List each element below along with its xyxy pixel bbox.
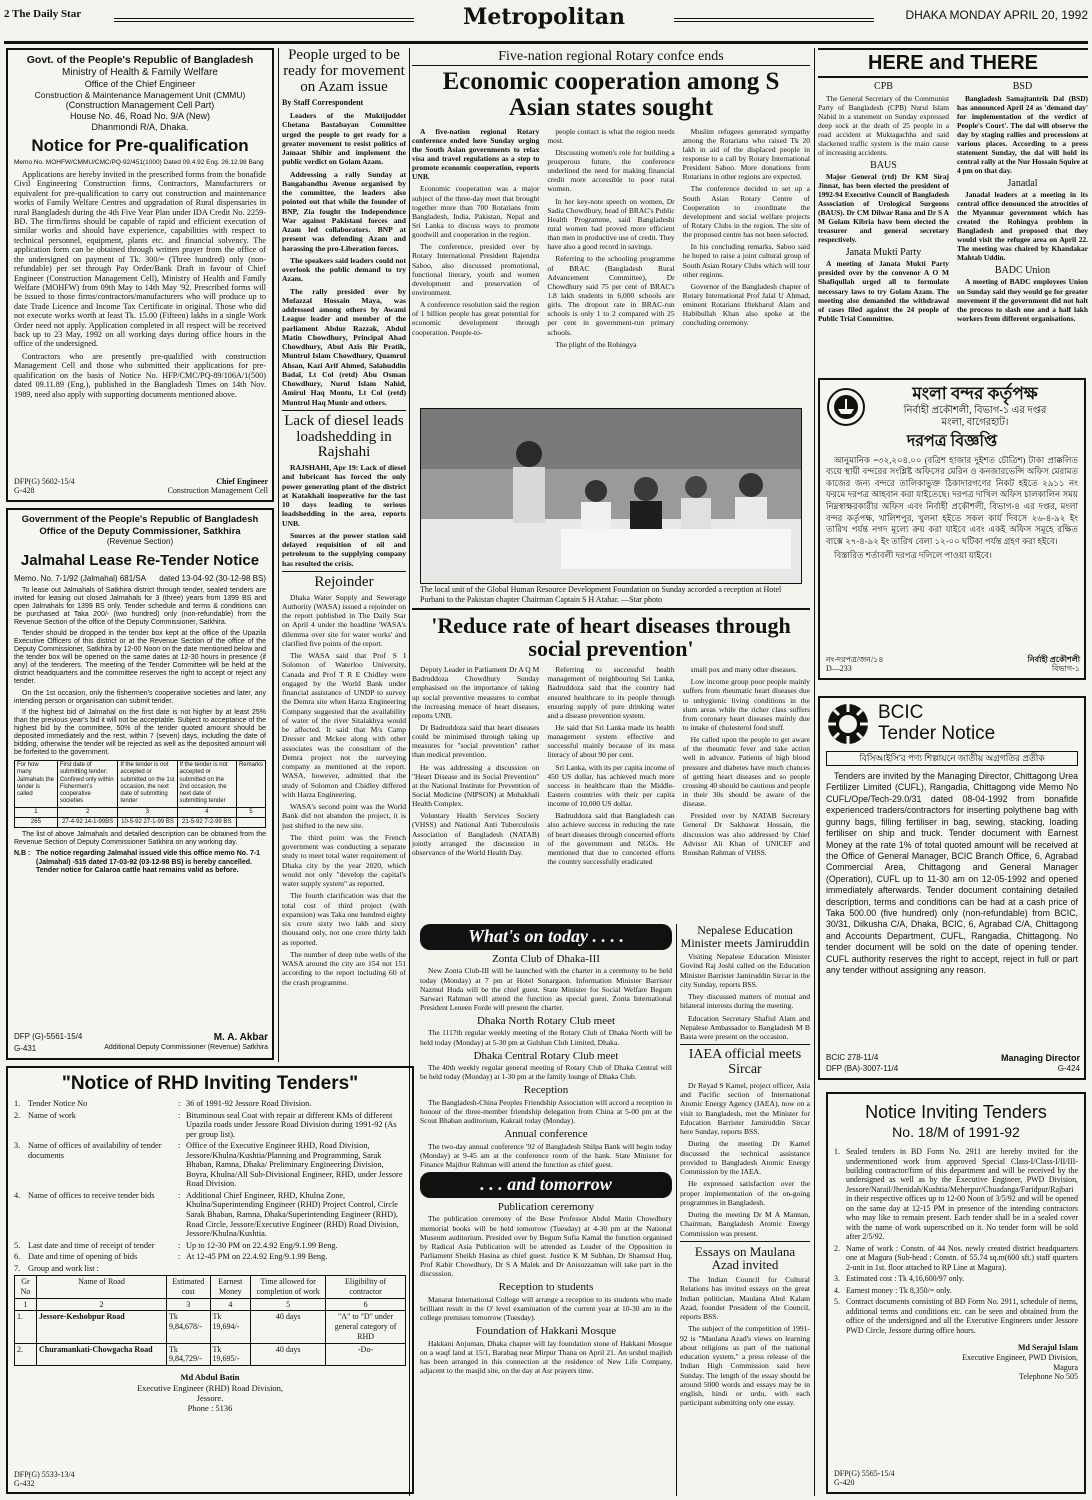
rhd-num-1: 1 <box>15 1298 37 1311</box>
mongla-body-2: বিস্তারিত শর্তাবলী দরপত্র দলিলে পাওয়া যাইবে। <box>834 550 993 561</box>
today-item-heading: Zonta Club of Dhaka-III <box>492 952 600 965</box>
today-item-text: New Zonta Club-III will be launched with the charter in a ceremony to be held today (Monday) at 7 pm at Hotel Sonargaon. Information Minister Barrister Nazmul Huda will be the chief guest. State Minister for Social Welfare Begum Sarwari Rahman will attend the function as special guest. Zonta International President Leneen Forde will present the charter. <box>420 966 672 1012</box>
mongla-body: আনুমানিক =৩২,২০৪.০০ (বত্রিশ হাজার দুইশত চৌত্রিশ) টাকা প্রাক্কলিত ব্যয়ে স্থায়ী বন্দরের সংশ্লিষ্ট অফিসের মেরিন ও কনজারভেন্সি অফিস মেরামত কাজের জন্য বন্দরে তালিকাভুক্ত ঠিকাদারগণের নিকট হইতে ২৯১১ নং ফরমে দরপত্র আহবান করা যাইতেছে। দরপত্র দাখিল অফিস চালকালিন সময় নিম্নস্বাক্ষরকারীর অফিস এবং নির্বাহী প্রকৌশলী, বিভাগ-৪ এর দপ্তর, মংলা বন্দর কর্তৃপক্ষ, খালিশপুর, খুলনা হইতে সকল কার্য দিবসে ২৬-৪-৯২ ইং তারিখ পর্যন্ত নগদ মূল্যে ক্রয় করা যাইবে এবং একই অফিস সমূহে রক্ষিত বাক্সে ২৭-৪-৯২ ইং তারিখ বেলা ১২-০০ ঘটিকা পর্যন্ত গ্রহণ করা হইবে। <box>826 454 1078 546</box>
diesel-paragraph-1: RAJSHAHI, Apr 19: Lack of diesel and lubricant has forced the only power generating plant of the district at Katakhali inoperative for the last 10 days leading to serious loadshedding in the area, reports UNB. <box>282 463 406 528</box>
masthead-rule-right <box>674 18 874 22</box>
column-rule <box>409 48 410 1496</box>
rhd-item-number: 4. <box>14 1190 21 1200</box>
column-rule <box>278 48 279 1062</box>
rhd-item-label: Name of offices to receive tender bids <box>28 1190 155 1200</box>
rhd-item-label: Group and work list : <box>28 1263 99 1273</box>
rejoinder-paragraph-1: Dhaka Water Supply and Sewerage Authority (WASA) issued a rejoinder on the report published in The Daily Star on April 4 under the headline 'WASA's dilemma over site for water works' and clarified five points of the report. <box>282 592 406 648</box>
pwd-item-text: Estimated cost : Tk 4,16,600/97 only. <box>846 1274 965 1284</box>
pwd-signer: Md Serajul Islam <box>1018 1343 1078 1353</box>
mongla-header <box>826 384 1078 429</box>
list-item <box>834 1286 1078 1295</box>
list-item <box>834 1297 1078 1335</box>
rhd-footer <box>14 1470 75 1490</box>
rhd-cell: Tk 9,84,678/- <box>167 1311 211 1343</box>
pwd-item-number: 3. <box>834 1274 840 1284</box>
jalmahal-gov: Government of the People's Republic of Bangladesh <box>21 514 259 525</box>
heart-c1-p1: Deputy Leader in Parliament Dr A Q M Badruddoza Chowdhury Sunday emphasised on the importance of taking up social preventive measures to combat the increasing menace of heart diseases, reports UNB. <box>412 665 540 720</box>
column-rule <box>814 48 815 1496</box>
tomorrow-item-heading: Publication ceremony <box>497 1201 595 1214</box>
rhd-item-number: 7. <box>14 1263 21 1273</box>
mongla-title: মংলা বন্দর কর্তৃপক্ষ <box>912 384 1038 403</box>
cmmu-title: Notice for Pre-qualification <box>31 136 249 156</box>
pwd-signature <box>834 1343 1078 1382</box>
rhd-signer-title: Executive Engineer (RHD) Road Division, Jessore. <box>136 1382 284 1403</box>
jalmahal-nb-label: N.B : <box>14 850 31 858</box>
heart-c3-p1: small pox and many other diseases. <box>690 665 797 675</box>
today-item-heading: Dhaka North Rotary Club meet <box>476 1015 616 1028</box>
tomorrow-item-text: Hakkani Anjuman, Dhaka chapter will lay foundation stone of Hakkani Mosque on a waqf land at 15/1, Barabag near Mirpur Thana on April 21. An urshul majlish has been arranged in this connection at the residence of New Life Company, adjacent to the masjid site, on the day at Asr prayers time. <box>420 1338 672 1376</box>
cmmu-ministry: Ministry of Health & Family Welfare <box>62 66 218 78</box>
nepal-headline: Nepalese Education Minister meets Jamiruddin <box>680 924 810 950</box>
masthead-rule-left <box>114 18 414 22</box>
jalmahal-paragraph-5: The list of above Jalmahals and detailed description can be obtained from the Revenue Section of Deputy Commissioner Satkhira on any working day. <box>14 831 266 847</box>
column-rule <box>676 924 677 1496</box>
rejoinder-headline: Rejoinder <box>314 573 374 590</box>
heart-story <box>412 608 810 922</box>
rhd-item: 2. Name of work : Bituminous seal Coat with repair at different KMs of different Upazila roads under Jessore Road Division during 1991-92 (As per group list). <box>14 1111 406 1140</box>
cmmu-paragraph-1: Applications are hereby invited in the prescribed forms from the bonafide Civil Engineering Construction firms, Contractors, Manufacturers or equivalent for pre-qualification to carry out construction and maintenance works of Family Welfare Centres and upgradation of Rural dispensaries in rural Bangladesh during the 4th Five Year Plan under IDA Credit No. 2259-BD. The firm/firms should be capable of rapid and efficient execution of similar works and should have experience, capabilities with respect to technical personnel, equipment, plants etc. and financial solvency. The application form can be obtained through written prayer from the office of the undersigned on payment of Tk. 300/= (Three hundred) only (non-refundable) per set through Pay Order/Bank Draft in favour of Chief Engineer (Construction Management Cell), Ministry of Health and Family Welfare (MOHFW) from 09th May to 14th May '92. Prescribed forms will be issued to those firms/contractors/manufacturers who will produce up to date Trade Licence and Income Tax Certificate in original. Those who did not execute works worth at least Tk. 15.00 (Fifteen) lakhs in a single Work Order need not apply. Application completed in all respect will be received back up to 23 May, 1992 on all working days during office hours in the office of the undersigned. <box>14 169 266 349</box>
pwd-items <box>834 1147 1078 1335</box>
pwd-dfp: DFP(G) 5565-15/4 <box>834 1468 895 1478</box>
rhd-item <box>14 1264 406 1274</box>
rotary-c1-p2: Economic cooperation was a major subject of the three-day meet that brought together more than 700 Rotarians from Bangladesh, India, Pakistan, Nepal and Sri Lanka to discuss ways to promote goodwill and cooperation in the region. <box>412 184 540 240</box>
list-item <box>420 1015 672 1047</box>
rhd-cell: 1. <box>15 1311 37 1343</box>
heart-c3-p2: Low income group poor people mainly suffers from rheumatic heart diseases due to unhygienic living conditions in the slum areas while the richer class suffers from coronary heart diseases mainly due to intake of cholesterol food stuff. <box>682 677 810 733</box>
cmmu-city: Dhanmondi R/A, Dhaka. <box>91 122 189 133</box>
bcic-title <box>878 703 995 745</box>
iaea-headline: IAEA official meets Sircar <box>688 1047 802 1078</box>
jalmahal-cell-3: 10-5-92 27-1-99 BS <box>118 818 177 828</box>
rotary-c2-p1: people contact is what the region needs most. <box>547 126 675 145</box>
rhd-num-3: 3 <box>167 1298 211 1311</box>
rhd-item-number: 5. <box>14 1240 21 1250</box>
maulana-headline: Essays on Maulana Azad invited <box>694 1243 796 1273</box>
rhd-cell: Tk 9,84,729/- <box>167 1343 211 1366</box>
cmmu-signer-unit: Construction Management Cell <box>167 486 268 496</box>
cmmu-gov: Govt. of the People's Republic of Bangladesh <box>26 54 254 66</box>
azam-paragraph-1: Leaders of the Muktijuddet Chetana Bastabayan Committee urged the people to get ready for a greater movement to resist politics of Jamaat Shibir and implement the public verdict on Golam Azam. <box>282 111 406 167</box>
rhd-item-label: Name of offices of availability of tender documents <box>28 1141 162 1160</box>
column-two <box>282 48 406 1062</box>
rotary-story <box>412 48 810 404</box>
rotary-c1-p4: A conference resolution said the region of 1 billion people has great potential for economic development through cooperation. People-to- <box>412 300 540 337</box>
jalmahal-dfp: DFP (G)-5561-15/4 <box>14 1032 83 1042</box>
today-item-heading: Annual conference <box>504 1128 588 1141</box>
jalmahal-cell-5 <box>236 818 265 828</box>
table-row <box>15 1311 406 1343</box>
jalmahal-nb <box>14 850 266 874</box>
heart-c3-p3: He called upon the people to get aware of the rheumatic fever and take action well in advance. Patients of high blood pressure and diabetes have much chances of getting heart diseases and so people crossing 40 should be cautious and people in their 30s should be aware of the disease. <box>682 735 810 809</box>
rhd-item-label: Tender Notice No <box>28 1099 88 1109</box>
jalmahal-cell-2: 27-4-92 14-1-99BS <box>57 818 118 828</box>
pwd-tender-notice <box>826 1092 1086 1494</box>
pwd-item-number: 1. <box>834 1147 840 1157</box>
rotary-kicker: Five-nation regional Rotary confce ends <box>412 48 810 66</box>
rhd-th-2: Name of Road <box>37 1276 167 1299</box>
rhd-phone: Phone : 5136 <box>187 1403 233 1414</box>
nepal-paragraph-2: They discussed matters of mutual and bilateral interests during the meeting. <box>680 992 810 1011</box>
bcic-code-2: DFP (BA)-3007-11/4 <box>826 1064 899 1074</box>
rhd-cell: -Do- <box>326 1343 406 1366</box>
cmmu-prequalification-notice <box>6 48 274 502</box>
rotary-c2-p3: In her key-note speech on women, Dr Sadia Chowdhury, head of BRAC's Public Health Programme, said Bangladeshi rural women had proved more efficient than men in productive use of credit. They have also a good record in savings. <box>547 196 675 252</box>
rhd-item-value: Additional Chief Engineer, RHD, Khulna Zone, Khulna/Superintending Engineer (RHD) Project Control, Circle Sarak Bhaban, Ramna, Dhaka/Superintending Engineer (RHD), Road Circle, Jessore/Executive Engineer (RHD) Road Division, Jessore/Khulna/Kushtia. <box>186 1190 399 1239</box>
list-item <box>420 1084 672 1125</box>
jalmahal-th-4: If the tender is not accepted or submitted on the 2nd occasion, the next date of submitting tender <box>177 760 236 807</box>
heart-c3-p4: Presided over by NATAB Secretary General Dr Sakhawat Hossain, the discussion was also addressed by Chief Advisor Ali Khan of UNICEF and Roushan Rahman of VHSS. <box>682 811 810 857</box>
jalmahal-memo-row <box>14 574 266 584</box>
rotary-c2-p5: The plight of the Rohingya <box>555 339 637 349</box>
rhd-item: 6. Date and time of opening of bids : At 12-45 PM on 22.4.92 Eng/9.1.99 Beng. <box>14 1252 406 1262</box>
cmmu-footer <box>14 477 268 497</box>
rhd-cell: Tk 19,694/- <box>210 1311 251 1343</box>
jalmahal-num-2: 2 <box>57 807 118 817</box>
rhd-item: 4. Name of offices to receive tender bids : Additional Chief Engineer, RHD, Khulna Zone, Khulna/Superintending Engineer (RHD) Project Control, Circle Sarak Bhaban, Ramna, Dhaka/Superintending Engineer (RHD), Road Circle, Jessore/Executive Engineer (RHD) Road Division, Jessore/Khulna/Kushtia. <box>14 1191 406 1239</box>
rhd-item-label: Date and time of opening of bids <box>28 1252 138 1262</box>
mongla-logo <box>826 387 866 427</box>
photo-caption: The local unit of the Global Human Resource Development Foundation on Sunday accorded a reception at Hotel Purbani to the Pakistan chapter Chairman Captain S H Atahar. —Star photo <box>420 585 782 604</box>
cmmu-g: G-428 <box>14 486 35 496</box>
badc-heading: BADC Union <box>994 265 1051 277</box>
rhd-item-number: 3. <box>14 1141 21 1151</box>
nepal-paragraph-1: Visiting Nepalese Education Minister Govind Raj Joshi called on the Education Minister Barrister Jamiruddin Sircar in the city Sunday, reports BSS. <box>680 952 810 989</box>
jalmahal-cell-1: 265 <box>15 818 58 828</box>
badc-text: A meeting of BADC employees Union on Sunday said they would go for greater movement if the government did not halt the process to slash one and a half lakh workers from different organisations. <box>957 277 1088 323</box>
here-there-columns <box>818 81 1088 325</box>
heart-c1-p2: Dr Badruddoza said that heart diseases could be minimised through taking up measures for "social prevention" rather than medical prevention. <box>412 723 540 760</box>
rhd-item-label: Name of work <box>28 1110 76 1120</box>
table-row <box>15 1343 406 1366</box>
pwd-g: G-420 <box>834 1478 855 1488</box>
mongla-signer2: বিভাগ-১ <box>1051 664 1080 674</box>
bcic-footer <box>826 1053 1080 1074</box>
jalmahal-tender-notice <box>6 508 274 1060</box>
rhd-item-value: At 12-45 PM on 22.4.92 Eng/9.1.99 Beng. <box>186 1252 328 1262</box>
rhd-num-2: 2 <box>37 1298 167 1311</box>
rhd-cell: Churamankati-Chowgacha Road <box>37 1343 167 1366</box>
diesel-headline: Lack of diesel leads loadshedding in Rajshahi <box>284 412 404 461</box>
list-item <box>420 1281 672 1322</box>
rejoinder-paragraph-4: The third point was the French government was conducting a separate study to meet total water requirement of Dhaka city by the year 2020, which would not only "develop the capital's water supply system" as reported. <box>282 832 406 888</box>
rhd-item-number: 2. <box>14 1110 21 1120</box>
list-item <box>420 1201 672 1278</box>
jalmahal-paragraph-3: On the 1st occasion, only the fishermen's cooperative societies and later, any intending person or organisation can submit tender. <box>14 689 266 705</box>
rotary-c3-p4: Governor of the Bangladesh chapter of Rotary International Prof Jalal U Ahmad, eminent Rotarians Iftekharul Alam and Habibullah Khan also spoke at the concluding ceremony. <box>682 281 810 328</box>
bcic-g: G-424 <box>1057 1064 1080 1074</box>
rotary-c1-p1: A five-nation regional Rotary conference ended here Sunday urging the South Asian governments to relax visa and travel regulations as a step to promote economic cooperation, reports UNB. <box>412 126 540 182</box>
cmmu-unit: Construction & Maintenance Management Unit (CMMU) <box>34 89 246 100</box>
pwd-signer-title: Executive Engineer, PWD Division, Magura <box>962 1352 1078 1372</box>
rhd-cell: 40 days <box>251 1311 326 1343</box>
heart-columns <box>412 665 810 869</box>
iaea-paragraph-1: Dr Reyad S Kamel, project officer, Asia and Pacific section of International Atomic Energy Agency (IAEA), now on a visit to Bangladesh, met the Minister for Education Barrister Jamiruddin Sircar here Sunday, reports BSS. <box>680 1080 810 1137</box>
baus-text: Major General (rtd) Dr KM Siraj Jinnat, has been elected the president of 1992-94 Executive Council of Bangladesh Association of Urological Surgeons (BAUS). Dr CM Dilwar Rana and Dr S A M Golam Kibria have been elected the treasurer and general secretary respectively. <box>818 171 949 245</box>
maulana-paragraph-2: The subject of the competition of 1991-92 is "Maulana Azad's views on learning about religions as part of the national education system," a press release of the Indian High Commission said here Sunday. The length of the essay should be around 5000 words and essays may be in english, hindi or urdu, with each participant submitting only one essay. <box>680 1324 810 1408</box>
rhd-th-1: Gr No <box>15 1276 37 1299</box>
bcic-title-1: BCIC <box>878 702 924 724</box>
cmmu-address: House No. 46, Road No. 9/A (New) <box>69 111 211 122</box>
rhd-num-5: 5 <box>251 1298 326 1311</box>
bcic-code-1: BCIC 278-11/4 <box>826 1053 879 1063</box>
azam-paragraph-2: Addressing a rally Sunday at Bangabandhu Avenue organised by the committee, the leaders also pointed out that while the founder of BNP, Zia fought the Independence War against Pakistani forces and Azam led collaborators. BNP at present was defending Azam and harassing the pro-Liberation forces. <box>282 169 406 253</box>
rhd-item-number: 6. <box>14 1252 21 1262</box>
rhd-item: 5. Last date and time of receipt of tender : Up to 12-30 PM on 22.4.92 Eng/9.1.99 Beng. <box>14 1241 406 1251</box>
rhd-num-6: 6 <box>326 1298 406 1311</box>
rhd-g: G-432 <box>14 1479 35 1489</box>
jalmahal-dated: dated 13-04-92 (30-12-98 BS) <box>159 574 266 584</box>
jalmahal-office: Office of the Deputy Commissioner, Satkhira <box>39 525 241 537</box>
tomorrow-item-heading: Reception to students <box>498 1281 594 1294</box>
heart-c1-p4: Voluntary Health Services Society (VHSS) and National Anti Tuberculosis Association of Bangladesh (NATAB) jointly arranged the discussion in observance of the World Health Day. <box>412 811 540 857</box>
bcic-header <box>826 702 1078 746</box>
bcic-signer: Managing Director <box>1000 1053 1080 1064</box>
rhd-cell: Jessore-Keshobpur Road <box>37 1311 167 1343</box>
jalmahal-signer: M. A. Akbar <box>213 1032 268 1044</box>
mongla-memo: নং-দরপত্র/জন/১৪ <box>826 654 884 664</box>
rotary-headline: Economic cooperation among S Asian states sought <box>442 68 780 122</box>
issue-date: DHAKA MONDAY APRIL 20, 1992 <box>905 8 1088 22</box>
mongla-sub2: মংলা, বাগেরহাট। <box>941 416 1009 428</box>
here-there-title: HERE and THERE <box>818 48 1088 78</box>
rotary-columns <box>412 127 810 352</box>
bsd-text: Bangladesh Samajtantrik Dal (BSD) has announced April 24 as 'demand day' for implementation of the verdict of People's Court'. The dal will observe the day by staging rallies and processions at various places. According to a press statement Sunday, the dal will hold its central rally at the Nur Hossain Squire at 4 pm on that day. <box>957 93 1088 175</box>
news-briefs-column <box>680 924 810 1496</box>
rhd-item: 3. Name of offices of availability of tender documents : Office of the Executive Engineer RHD, Road Division, Jessore/Khulna/Kushtia/Planning and Programming, Sarak Bhaban, Ramna, Dhaka/ Preliminary Engineering Division, Boyra, Khulna/All Sub-Divisional Engineer, RHD, under Jessore Road Division. <box>14 1141 406 1189</box>
rhd-cell: 2. <box>15 1343 37 1366</box>
rhd-item-number: 1. <box>14 1099 21 1109</box>
section-title: Metropolitan <box>414 4 674 31</box>
page-label: 2 The Daily Star <box>4 8 82 20</box>
jmp-heading: Janata Mukti Party <box>845 247 922 259</box>
mongla-d: D—233 <box>826 664 852 674</box>
rejoinder-paragraph-3: WASA's second point was the World Bank did not abandon the project, it is just shifted to the new site. <box>282 802 406 830</box>
whats-on-column <box>420 924 672 1496</box>
rhd-items <box>14 1099 406 1273</box>
jalmahal-cell-4: 21-5-92 7-2-99 BS <box>177 818 236 828</box>
rejoinder-paragraph-5: The fourth clarification was that the total cost of third project (with expansion) was Taka one hundred eighty six crore sixty two lakh and sixty thousand only, not one crore thirty lakh as reported. <box>282 891 406 947</box>
rotary-c3-p2: The conference decided to set up a South Asian Rotary Centre of Cooperation to coordinate the development and social welfare projects of Rotary Clubs in the region. The site of the proposed centre has not been selected. <box>682 184 810 240</box>
today-item-text: The two-day annual conference '92 of Bangladesh Shilpa Bank will begin today (Monday) at 9-45 am at the conference room of the bank. State Minister for Finance Majibur Rahman will attend the function as chief guest. <box>420 1141 672 1169</box>
bcic-title-2: Tender Notice <box>878 723 996 744</box>
jalmahal-num-3: 3 <box>118 807 177 817</box>
heart-c2-p4: Badruddoza said that Bangladesh can also achieve success in reducing the rate of heart diseases through concerted efforts of the government and NGOs. He mentioned that due to concerted efforts the country successfully eradicated <box>547 811 675 866</box>
rotary-c3-p1: Muslim refugees generated sympathy among the Rotarians who raised Tk 20 lakh in aid of the displaced people in response to a call by Rotary International President Saboo. More donations from Rotarians in other regions are expected. <box>682 126 810 182</box>
list-item <box>420 953 672 1012</box>
jalmahal-num-4: 4 <box>177 807 236 817</box>
list-item <box>834 1244 1078 1272</box>
baus-heading: BAUS <box>870 159 897 171</box>
jalmahal-section: (Revenue Section) <box>106 537 174 547</box>
whats-on-today-banner: What's on today . . . . <box>420 924 672 950</box>
today-item-text: The 40th weekly regular general meeting of Rotary Club of Dhaka Central will be held today (Monday) at 1-30 pm at the family lounge of Dhaka Club. <box>420 1063 672 1082</box>
jalmahal-g: G-431 <box>14 1044 37 1054</box>
iaea-paragraph-2: During the meeting Dr Kamel discussed the technical assistance provided to Bangladesh Atomic Energy Commission by the IAEA. <box>680 1139 810 1177</box>
rhd-cell: 40 days <box>251 1343 326 1366</box>
pwd-item-text: Name of work : Constn. of 44 Nos. newly created district headquarters one at Magura (Sub-head : Constn. of 55.74 sq.m(600 sft.) staff quarters 2-unit in 1st. floor attached to RP Line at Magura). <box>846 1243 1078 1272</box>
jalmahal-num-5: 5 <box>236 807 265 817</box>
masthead <box>4 4 1088 44</box>
nepal-paragraph-3: Education Secretary Shafiul Alam and Nepalese Ambassador to Bangladesh M B Basta were present on the occasion. <box>680 1013 810 1042</box>
janadal-text: Janadal leaders at a meeting in its central office denounced the atrocities of the Myanmar government which has created the Rohingya problem in Bangladesh and proposed that they would visit the refugee area on April 22. The meeting was chaired by Khandakar Mahtab Uddin. <box>957 190 1088 263</box>
iaea-paragraph-3: He expressed satisfaction over the proper implementation of the on-going programmes in Bangladesh. <box>680 1179 810 1207</box>
today-item-text: The Bangladesh-China Peoples Friendship Association will accord a reception in honour of the three-member friendship delegation from China at 5-00 pm at the Scout Bhaban auditorium, Kakrail today (Monday). <box>420 1097 672 1126</box>
azam-byline: By Staff Correspondent <box>282 98 364 108</box>
heart-headline: 'Reduce rate of heart diseases through social prevention' <box>431 613 791 662</box>
heart-c1-p3: He was addressing a discussion on "Heart Disease and its Social Prevention" at the National Institute for Prevention of Social Medicine (NIPSON) at Mohakhali Health Complex. <box>412 762 540 809</box>
pwd-item-text: Earnest money : Tk 8,350/= only. <box>846 1285 952 1295</box>
maulana-paragraph-1: The Indian Council for Cultural Relations has invited essays on the great Indian politician, Maulana Abul Kalam Azad, founder President of the Council, reports BSS. <box>680 1275 810 1322</box>
list-item <box>834 1147 1078 1242</box>
heart-c2-p2: He said that Sri Lanka made its health management system effective and successful mainly because of its mass literacy of about 90 per cent. <box>547 723 675 760</box>
list-item <box>420 1325 672 1375</box>
rotary-c2-p2: Discussing women's role for building a prosperous future, the conference underlined the need for making financial credit more accessible to poor rural women. <box>547 147 675 194</box>
today-item-text: The 1117th regular weekly meeting of the Rotary Club of Dhaka North will be held today (Monday) at 5-30 pm at Gulshan Club Limited, Dhaka. <box>420 1028 672 1047</box>
rhd-item-value: 36 of 1991-92 Jessore Road Division. <box>186 1099 312 1109</box>
rhd-item-value <box>178 1264 406 1274</box>
rhd-num-4: 4 <box>210 1298 251 1311</box>
mongla-notice-title: দরপত্র বিজ্ঞপ্তি <box>906 433 998 451</box>
bcic-slogan: বিসিআইসি'র পণ্য শিল্পায়নে জাতীয় অগ্রগতির প্রতীক <box>826 751 1078 766</box>
jalmahal-th-3: If the tender is not accepted or submitted on the 1st occasion, the next date of submitting tender <box>118 760 177 807</box>
list-item <box>834 1274 1078 1283</box>
heart-c2-p3: Sri Lanka, with its per capita income of 450 US dollar, has achieved much more success in healthcare than the Middle-Eastern countries with their per capita income of 10,000 US dollar. <box>547 762 675 809</box>
heart-c2-p1: Referring to successful health management of neighbouring Sri Lanka, Badruddoza said that the country had ensured healthcare to its people through ensuring supply of pure drinking water and a disease prevention system. <box>547 665 675 720</box>
rhd-item: 1. Tender Notice No : 36 of 1991-92 Jessore Road Division. <box>14 1099 406 1109</box>
today-item-heading: Reception <box>523 1084 569 1097</box>
pwd-item-text: Contract documents consisting of BD Form No. 2911, schedule of items, additional terms and conditions etc. can be seen and obtained from the office of the undersigned and all the Executive Engineers under Jessore PWD Circle, Jessore during office hours. <box>846 1297 1078 1335</box>
rejoinder-paragraph-2: The WASA said that Prof S I Solomon of Waterloo University, Canada and Prof T R E Chidley were engaged by the World Bank under financial assistance of UNDP to survey the Demra site when Harza Engineering Company suggested that the availability of water of the river Sitalakhya would be affected. It said that M/s Camp Dresser and Mckee along with other associates was the consultant of the Demra project not the surveying company as mentioned at the report. WASA, however, admitted that the study of Solomon and Chidley differed with Harza Engineering. <box>282 651 406 799</box>
cmmu-cell: (Construction Management Cell Part) <box>65 100 215 111</box>
jalmahal-th-5: Remarks <box>236 760 265 807</box>
pwd-item-number: 2. <box>834 1243 840 1253</box>
jalmahal-th-2: First date of submitting tender: Confined only within Fishermen's cooperative societies <box>57 760 118 807</box>
rhd-item-value: Bituminous seal Coat with repair at different KMs of different Upazila roads under Jessore Road Division during 1991-92 (As per group list). <box>186 1110 397 1139</box>
mongla-footer <box>826 655 1080 675</box>
tomorrow-item-heading: Foundation of Hakkani Mosque <box>475 1325 617 1338</box>
pwd-item-number: 4. <box>834 1285 840 1295</box>
bsd-heading: BSD <box>1012 81 1033 93</box>
rhd-item-value: Office of the Executive Engineer RHD, Road Division, Jessore/Khulna/Kushtia/Planning and Programming, Sarak Bhaban, Ramna, Dhaka/ Preliminary Engineering Division, Boyra, Khulna/All Sub-Divisional Engineer, RHD, under Jessore Road Division. <box>186 1141 403 1189</box>
rejoinder-paragraph-6: The number of deep tube wells of the WASA around the city are 154 not 151 according to the report including 60 of the crash programme. <box>282 949 406 987</box>
rhd-tender-notice <box>6 1066 414 1494</box>
rhd-cell: "A" to "D" under general category of RHD <box>326 1311 406 1343</box>
jalmahal-th-1: For how many Jalmahals the tender is called <box>15 760 58 807</box>
jalmahal-title: Jalmahal Lease Re-Tender Notice <box>20 551 260 569</box>
jalmahal-paragraph-2: Tender should be dropped in the tender box kept at the office of the Upazila Executive Officers of this district or at the Revenue Section of the office of the Deputy Commissioner, Satkhira by 12-00 Noon on the date mentioned below and the tender box will be opened on the same dates at 12-30 hours in presence (if any) of the tenderers. The meeting of the Tender Committee will be held at the district headquarters and the committee reserves the right to accept or reject any tender. <box>14 630 266 686</box>
diesel-paragraph-2: Sources at the power station said delayed requisition of oil and petroleum to the supplying company has resulted the crisis. <box>282 530 406 568</box>
jalmahal-signer-title: Additional Deputy Commissioner (Revenue) Satkhira <box>104 1044 268 1052</box>
jalmahal-footer <box>14 1032 268 1054</box>
cmmu-paragraph-2: Contractors who are presently pre-qualified with construction Management Cell and those who submitted their applications for pre-qualification on the basis of Notice No. HFP/CMC/PQ-89/106A/1(500) dated 09.11.89 (Eng.), published in the Bangladesh Times on 14th Nov. 1989, need also apply with supporting documents mentioned above. <box>14 351 266 399</box>
azam-paragraph-4: The rally presided over by Mofazzal Hossain Maya, was addressed among others by Awami League leader and member of the parliament Abdur Razzak, Abdul Matin Chowdhury, Principal Ahad Chowdhury, Abul Azis Bir Pratik, Muntrul Islam Chowdhury, Quamrul Ahsan, Kazi Arif Ahmed, Salahuddin Badal, Lt Col (retd) Abu Osman Chowdhury, Nurul Islam Nahid, Amirul Haq Montu, Lt Col (retd) Muntrul Haq Munir and others. <box>282 286 406 407</box>
cmmu-dfp: DFP(G) 5602-15/4 <box>14 476 75 486</box>
reception-photo-art <box>421 409 801 583</box>
jalmahal-paragraph-4: If the highest bid of Jalmahal on the first date is not higher by at least 25% than the previous year's bid it will not be acceptable. Subject to acceptance of the highest bid by the committee, 50% of the tender quoted amount should be deposited immediately and the rest, within 7 (seven) days, including the date of bidding, otherwise the tender will be rejected as well as the deposited amount will be forfeited to the government. <box>14 708 266 756</box>
rhd-item-label: Last date and time of receipt of tender <box>28 1240 155 1250</box>
rhd-title: "Notice of RHD Inviting Tenders" <box>61 1073 359 1094</box>
pwd-title: Notice Inviting Tenders <box>865 1102 1047 1122</box>
bcic-tender-notice <box>818 696 1086 1080</box>
pwd-number: No. 18/M of 1991-92 <box>892 1123 1020 1140</box>
cmmu-signer: Chief Engineer <box>216 476 268 486</box>
rhd-th-4: Earnest Money <box>210 1276 251 1299</box>
rhd-cell: Tk 19,695/- <box>210 1343 251 1366</box>
cpb-text: The General Secretary of the Communist Party of Bangladesh (CPB) Nurul Islam Nahid in a statement on Sunday expressed deep sock at the death of 25 people in a road accident at Muktagachha and said slackened traffic system is the main cause of increasing accidents. <box>818 93 949 157</box>
pwd-item-number: 5. <box>834 1297 840 1307</box>
iaea-paragraph-4: During the meeting Dr M A Mannan, Chairman, Bangladesh Atomic Energy Commission was present. <box>680 1210 810 1238</box>
rotary-c1-p3: The conference, presided over by Rotary International President Rajendra Saboo, also discussed promotional, functional literary, youth and women development and preservation of environment. <box>412 242 540 297</box>
cpb-heading: CPB <box>874 81 893 93</box>
jalmahal-paragraph-1: To lease out Jalmahals of Satkhira district through tender, sealed tenders are invited for leasing out closed Jalmahals for 3 (three) years from 1399 BS and open Jalmahals for 1399 BS only. Tender schedule and terms & conditions can be purchased at Taka 200/- (two hundred) only (non-refundable) from the Revenue Section of the office of the Deputy Commissioner, Satkhira. <box>14 586 266 627</box>
rhd-group-table <box>14 1275 406 1366</box>
azam-paragraph-3: The speakers said leaders could not overlook the public demand to try Azam. <box>282 255 406 284</box>
bcic-logo-icon <box>826 702 870 746</box>
reception-photo <box>420 408 802 584</box>
mongla-port-notice <box>818 378 1086 680</box>
mongla-sub1: নির্বাহী প্রকৌশলী, বিভাগ-১ এর দপ্তর <box>903 404 1047 416</box>
tomorrow-item-text: The publication ceremony of the Bose Professor Abdul Matin Chowdhury memorial books will be held tomorrow (Tuesday) at 4-30 pm at the National Museum auditorium. Presided over by Begum Sufia Kamal the function organised by Radical Asia Publication will be attended as Leader of the Opposition in Parliament Sheikh Hasina as chief guest. Justice K M Subhan, Dr Shamsul Huq, Prof Kabir Chowdhury, Dr S A Malek and Dr Anisuzzaman will take part in the discussion. <box>420 1214 672 1279</box>
rhd-signature <box>14 1372 406 1413</box>
jalmahal-nb-text: The notice regarding Jalmahal issued vide this office memo No. 7-1 (Jalmahal) -515 dated 17-03-92 (03-12-98 BS) is hereby cancelled. Tender notice for Calaroa cattle haat remains valid as before. <box>36 850 261 874</box>
list-item <box>420 1050 672 1082</box>
azam-headline: People urged to be ready for movement on Azam issue <box>283 48 405 95</box>
mongla-signer: নির্বাহী প্রকৌশলী <box>1027 654 1080 664</box>
rhd-signer: Md Abdul Batin <box>180 1372 240 1383</box>
rhd-th-3: Estimated cost <box>167 1276 211 1299</box>
jalmahal-num-1: 1 <box>15 807 58 817</box>
cmmu-office: Office of the Chief Engineer <box>84 78 196 89</box>
janadal-heading: Janadal <box>1007 177 1038 189</box>
rotary-c2-p4: Referring to the schooling programme of BRAC (Bangladesh Rural Advancement Committee), Dr Chowdhury said 75 per cent of BRAC's 1.8 lakh students in 6,000 schools are girls. The dropout rate in BRAC-run schools is only 1 to 2 compared with 25 per cent in government-run primary schools. <box>547 254 675 337</box>
jmp-text: A meeting of Janata Mukti Party presided over by the convenor A O M Shafiqullah urged all to formulate necessary laws to try Golam Azam. The meeting also demanded the withdrawal of cases filed against the 24 people of Public Trial Committee. <box>818 259 949 323</box>
pwd-phone: Telephone No 505 <box>1019 1372 1078 1382</box>
rhd-dfp: DFP(G) 5533-13/4 <box>14 1469 75 1479</box>
cmmu-memo: Memo No. MOHFW/CMMU/CMC/PQ-92/451(1000) Dated 09.4.92 Eng. 26.12.98 Bang <box>14 158 264 166</box>
rhd-item-value: Up to 12-30 PM on 22.4.92 Eng/9.1.99 Beng. <box>186 1240 338 1250</box>
bcic-body: Tenders are invited by the Managing Director, Chittagong Urea Fertilizer Limited (CUFL), Rangadia, Chittagong vide Memo No CUFL/Ope/Tech-29.0/31 dated 08-04-1992 from bonafide experienced traders/contractors for inserting polythene bag with gunny bags, filling fertiliser in bag, sewing, stacking, loading fertiliser on ship and truck. Tender document with Earnest Money at the rate 1% of total quoted amount will be received at the Office of General Manager, BCIC Branch Office, 6, Agrabad Commercial Area, Chittagong and General Manager (Operation), CUFL up to 11-30 am on 12-05-1992 and opened immediately afterwards. Tender document containing detailed description, terms and conditions can be had at a cash price of Taka 500.00 (five hundred) only (non-refundable) from BCIC, 30/31, Dilkusha C/A, Dhaka, BCIC, 6, Agrabad C/A, Chittagong and Accounts Department, CUFL, Rangadia, Chittagong. No tender document will be sold on the date of opening tender. CUFL authority reserves the right to accept, reject in full or part any tender without assigning any reason. <box>826 770 1078 976</box>
rotary-c3-p3: In his concluding remarks, Saboo said he hoped to raise a joint cultural group of South Asian Rotary Clubs which will tour other regions. <box>682 242 810 279</box>
and-tomorrow-banner: . . . and tomorrow <box>420 1172 672 1198</box>
rhd-th-6: Eligibility of contractor <box>326 1276 406 1299</box>
pwd-item-text: Sealed tenders in BD Form No. 2911 are hereby invited for the undermentioned work from approved Special Class-I/Class-I/II/III-building contractor/firm of this department and will be received by the undersigned as well as by the Executive Engineer, PWD Division, Jessore/Narail/Jhenidah/Kushtia/Meherpur/Chuadanga/Faridpur/Rajbari in their respective offices up to 12-00 Noon of 3/5/92 and will be opened on the same day at 12-15 PM in presence of the intending contractors who may like to remain present. Each tender shall be in a sealed cover with the name of work superscribed on it. No tender form will be sold after 2/5/92. <box>846 1147 1078 1242</box>
today-item-heading: Dhaka Central Rotary Club meet <box>473 1049 619 1062</box>
list-item <box>420 1128 672 1169</box>
tomorrow-item-text: Manarat International College will arrange a reception to its students who made brilliant result in the O' level examination of the current year at 10-30 am in the college premises tomorrow (Tuesday). <box>420 1294 672 1323</box>
jalmahal-memo: Memo. No. 7-1/92 (Jalmahal) 681/SA <box>14 574 147 584</box>
rhd-th-5: Time allowed for completion of work <box>251 1276 326 1299</box>
pwd-footer <box>834 1469 895 1489</box>
here-and-there <box>818 48 1088 372</box>
jalmahal-schedule-table <box>14 760 266 829</box>
